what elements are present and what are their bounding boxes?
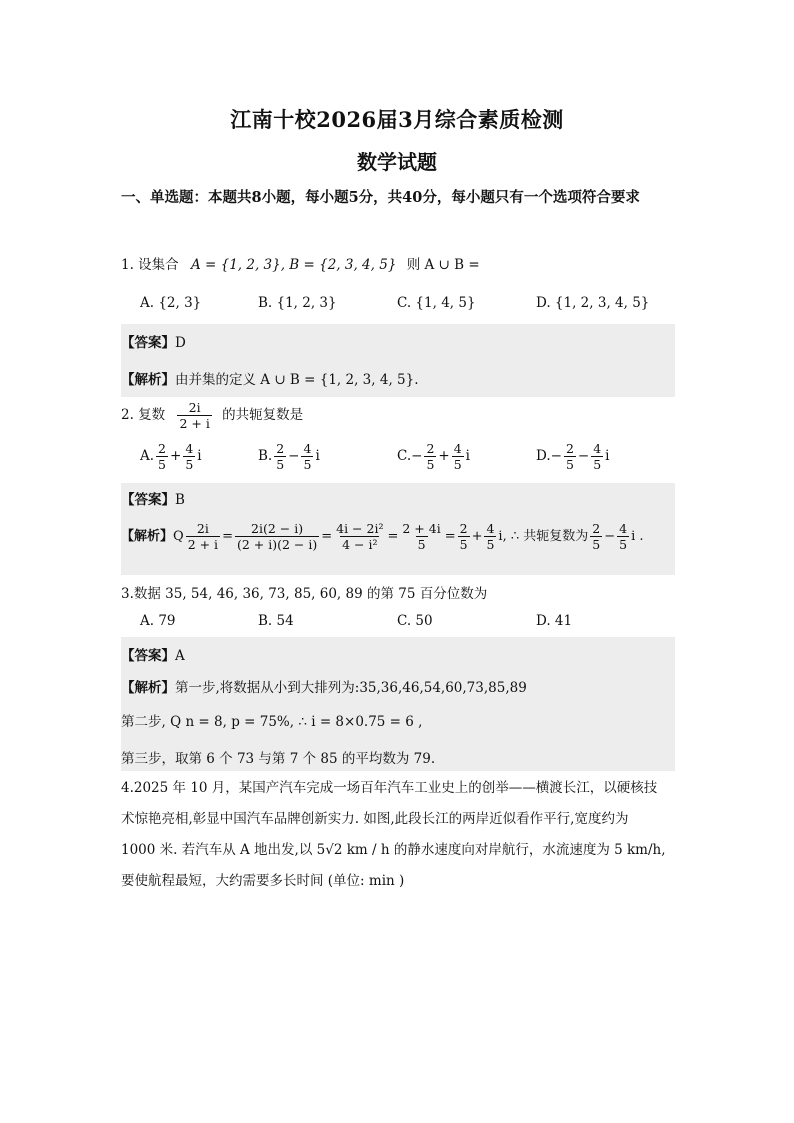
q2-stem-prefix: 2. 复数 [121,407,166,423]
section-heading: 一、单选题：本题共8小题，每小题5分，共40分，每小题只有一个选项符合要求 [121,189,640,206]
q1-answer-label: 【答案】 [121,335,175,351]
q1-option-d: D. {1, 2, 3, 4, 5} [536,295,650,311]
q3-option-c: C. 50 [397,613,433,629]
q1-answer [121,331,186,351]
q1-stem-sets: A = {1, 2, 3}, B = {2, 3, 4, 5} [190,257,397,273]
q1-stem-suffix: 则 A ∪ B = [406,257,480,273]
q3-analysis-step1 [121,676,527,696]
q2-analysis: 【解析】Q $\frac{2i}{2 + i}$ = $\frac{2i(2 - i)}{(2 + i)(2 - i)}$ = $\frac{\text{4i − 2i²}}{\text{4 − i²}}$ = $\frac{2 + 4i}{5}$ = $\frac{2}{5}$ + $\frac{4}{5}$ i, ∴ 共轭复数为 $\frac{2}{5}$ − $\frac{4}{5}$ i . [121,521,644,552]
exam-title: 江南十校2026届3月综合素质检测 [230,107,564,132]
q3-answer-value: A [175,648,185,664]
q4-stem [121,773,677,897]
q4-line-2: 术惊艳亮相,彰显中国汽车品牌创新实力. 如图,此段长江的两岸近似看作平行,宽度约为 [121,811,629,827]
q2-option-a: A. $\frac{2}{5}$ + $\frac{4}{5}$ i [140,441,202,472]
q2-option-d: D.− $\frac{2}{5}$ − $\frac{4}{5}$ i [536,441,610,472]
q3-analysis-label: 【解析】 [121,680,175,696]
q2-stem [121,400,303,431]
q2-option-b: B. $\frac{2}{5}$ − $\frac{4}{5}$ i [258,441,320,472]
q3-option-a: A. 79 [140,613,176,629]
q4-line-4: 要使航程最短，大约需要多长时间 (单位: min ) [121,873,405,889]
q4-line-3: 1000 米. 若汽车从 A 地出发,以 5√2 km / h 的静水速度向对岸航行，水流速度为 5 km/h, [121,842,666,858]
q2-stem-fraction: $\frac{2i}{2 + i}$ [179,400,210,431]
q3-analysis-step3: 第三步，取第 6 个 73 与第 7 个 85 的平均数为 79. [121,751,436,767]
q2-stem-suffix: 的共轭复数是 [222,407,304,423]
q1-analysis [121,368,419,388]
q1-stem [121,253,480,273]
q3-stem: 3.数据 35, 54, 46, 36, 73, 85, 60, 89 的第 75 百分位数为 [121,586,488,602]
q3-step1-text: 第一步,将数据从小到大排列为:35,36,46,54,60,73,85,89 [175,680,527,696]
q2-option-c: C.− $\frac{2}{5}$ + $\frac{4}{5}$ i [397,441,470,472]
q1-option-b: B. {1, 2, 3} [258,295,337,311]
exam-subject: 数学试题 [357,150,437,174]
q2-answer-label: 【答案】 [121,492,175,508]
q1-option-a: A. {2, 3} [140,295,202,311]
q3-answer [121,644,185,664]
q1-answer-value: D [175,335,186,351]
q3-analysis-step2: 第二步, Q n = 8, p = 75%, ∴ i = 8×0.75 = 6 , [121,714,423,730]
q1-stem-prefix: 1. 设集合 [121,257,179,273]
q2-analysis-label: 【解析】 [121,529,174,544]
q4-line-1: 4.2025 年 10 月，某国产汽车完成一场百年汽车工业史上的创举——横渡长江，以硬核技 [121,780,658,796]
q3-answer-label: 【答案】 [121,648,175,664]
q1-analysis-label: 【解析】 [121,372,175,388]
q2-answer-value: B [175,492,185,508]
q3-option-b: B. 54 [258,613,294,629]
q1-option-c: C. {1, 4, 5} [397,295,476,311]
q1-analysis-text: 由并集的定义 A ∪ B = {1, 2, 3, 4, 5}. [175,372,419,388]
q2-answer [121,488,185,508]
q3-option-d: D. 41 [536,613,573,629]
